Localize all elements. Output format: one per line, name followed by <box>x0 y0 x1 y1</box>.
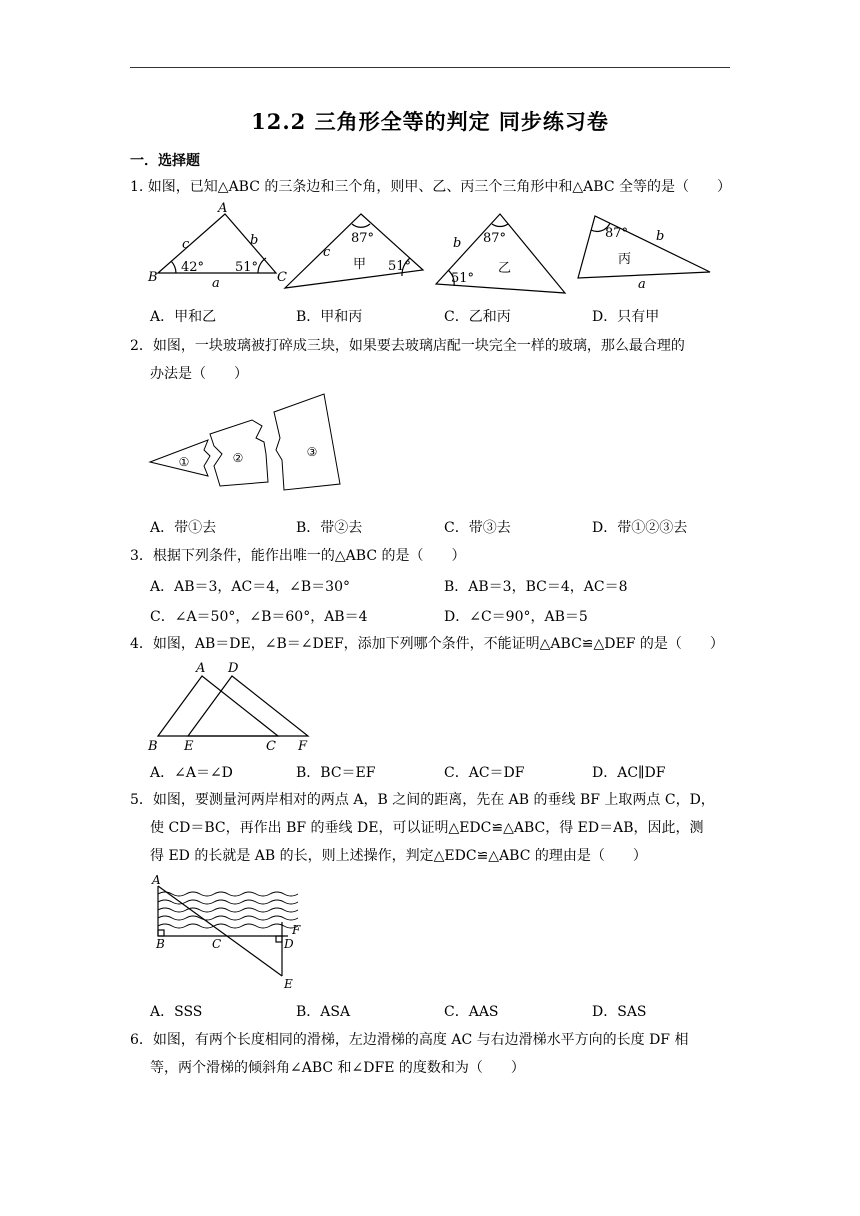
q4-label-E: E <box>184 739 194 754</box>
q3-option-d[interactable]: D．∠C＝90°，AB＝5 <box>444 609 588 625</box>
q1-option-d[interactable]: D．只有甲 <box>592 309 660 325</box>
jia-label-c: c <box>323 245 331 260</box>
q3-option-b[interactable]: B．AB＝3，BC＝4，AC＝8 <box>444 579 628 595</box>
q4-option-d[interactable]: D．AC∥DF <box>592 765 666 781</box>
q4-figure <box>140 660 330 755</box>
q4-label-C: C <box>266 739 276 754</box>
q3-option-a[interactable]: A．AB＝3，AC＝4，∠B＝30° <box>150 579 350 595</box>
jia-label: 甲 <box>353 257 367 272</box>
q5-line3: 得 ED 的长就是 AB 的长，则上述操作，判定△EDC≌△ABC 的理由是（ ） <box>150 848 647 864</box>
q2-option-d[interactable]: D．带①②③去 <box>592 520 688 536</box>
q1-stem: 1. 如图，已知△ABC 的三条边和三个角，则甲、乙、丙三个三角形中和△ABC 全等的是（ ） <box>130 179 731 195</box>
q3-stem: 3．根据下列条件，能作出唯一的△ABC 的是（ ） <box>130 548 466 564</box>
jia-angle-87: 87° <box>351 231 375 246</box>
q1-option-b[interactable]: B．甲和丙 <box>296 309 363 325</box>
q5-option-d[interactable]: D．SAS <box>592 1004 647 1020</box>
q5-label-C: C <box>212 937 222 951</box>
q1-option-c[interactable]: C．乙和丙 <box>444 309 511 325</box>
page-title: 12.2 三角形全等的判定 同步练习卷 <box>251 109 609 134</box>
q4-label-D: D <box>228 661 239 676</box>
q5-option-b[interactable]: B．ASA <box>296 1004 351 1020</box>
q5-label-D: D <box>284 937 294 951</box>
q6-line1: 6．如图，有两个长度相同的滑梯，左边滑梯的高度 AC 与右边滑梯水平方向的长度 DF 相 <box>130 1032 689 1048</box>
piece-label-1: ① <box>178 455 190 469</box>
q4-option-c[interactable]: C．AC＝DF <box>444 765 525 781</box>
q2-line2: 办法是（ ） <box>150 366 248 382</box>
yi-angle-87: 87° <box>483 231 507 246</box>
section-heading: 一．选择题 <box>130 153 200 169</box>
piece-label-3: ③ <box>306 445 318 459</box>
q4-option-a[interactable]: A．∠A＝∠D <box>150 765 233 781</box>
yi-label: 乙 <box>498 261 512 276</box>
q5-label-B: B <box>156 937 165 951</box>
jia-angle-51: 51° <box>388 259 412 274</box>
q1-label-B: B <box>148 270 158 285</box>
q2-line1: 2．如图，一块玻璃被打碎成三块，如果要去玻璃店配一块完全一样的玻璃，那么最合理的 <box>130 338 685 354</box>
q1-angle-42: 42° <box>181 260 205 275</box>
q5-line2: 使 CD＝BC，再作出 BF 的垂线 DE，可以证明△EDC≌△ABC，得 ED＝AB，因此，测 <box>150 820 704 836</box>
q4-option-b[interactable]: B．BC＝EF <box>296 765 376 781</box>
triangle-abc <box>158 676 278 736</box>
q3-option-c[interactable]: C．∠A＝50°，∠B＝60°，AB＝4 <box>150 609 368 625</box>
q1-label-A: A <box>218 201 228 216</box>
yi-label-b: b <box>453 236 462 251</box>
q5-line1: 5．如图，要测量河两岸相对的两点 A，B 之间的距离，先在 AB 的垂线 BF 上取两点 C，D， <box>130 792 715 808</box>
q4-label-B: B <box>148 739 158 754</box>
triangle-bing <box>578 216 710 278</box>
q1-label-c: c <box>182 237 190 252</box>
q1-label-C: C <box>277 270 287 285</box>
q2-option-b[interactable]: B．带②去 <box>296 520 363 536</box>
piece-label-2: ② <box>232 451 244 465</box>
triangle-def <box>188 676 308 736</box>
bing-angle-87: 87° <box>605 226 629 241</box>
q5-option-a[interactable]: A．SSS <box>150 1004 203 1020</box>
glass-piece-3 <box>274 394 340 490</box>
q4-stem: 4．如图，AB＝DE，∠B＝∠DEF，添加下列哪个条件，不能证明△ABC≌△DEF 的是（ ） <box>130 636 724 652</box>
q5-figure <box>140 874 320 994</box>
q5-label-E: E <box>284 977 293 991</box>
yi-angle-51: 51° <box>451 271 475 286</box>
q4-label-A: A <box>196 661 206 676</box>
q5-label-A: A <box>152 874 161 887</box>
bing-label-a: a <box>638 277 646 292</box>
q4-label-F: F <box>298 739 308 754</box>
q1-label-a: a <box>212 276 220 291</box>
q1-angle-51: 51° <box>235 260 259 275</box>
q6-line2: 等，两个滑梯的倾斜角∠ABC 和∠DFE 的度数和为（ ） <box>150 1060 525 1076</box>
q1-option-a[interactable]: A．甲和乙 <box>150 309 217 325</box>
river-waves <box>158 892 298 928</box>
q1-figure <box>140 200 730 300</box>
q5-option-c[interactable]: C．AAS <box>444 1004 499 1020</box>
bing-label-b: b <box>656 229 665 244</box>
q2-option-c[interactable]: C．带③去 <box>444 520 511 536</box>
q5-label-F: F <box>292 923 301 937</box>
q2-option-a[interactable]: A．带①去 <box>150 520 217 536</box>
q2-figure <box>140 388 350 498</box>
q1-label-b: b <box>250 233 259 248</box>
header-rule <box>130 67 730 68</box>
bing-label: 丙 <box>618 252 632 267</box>
